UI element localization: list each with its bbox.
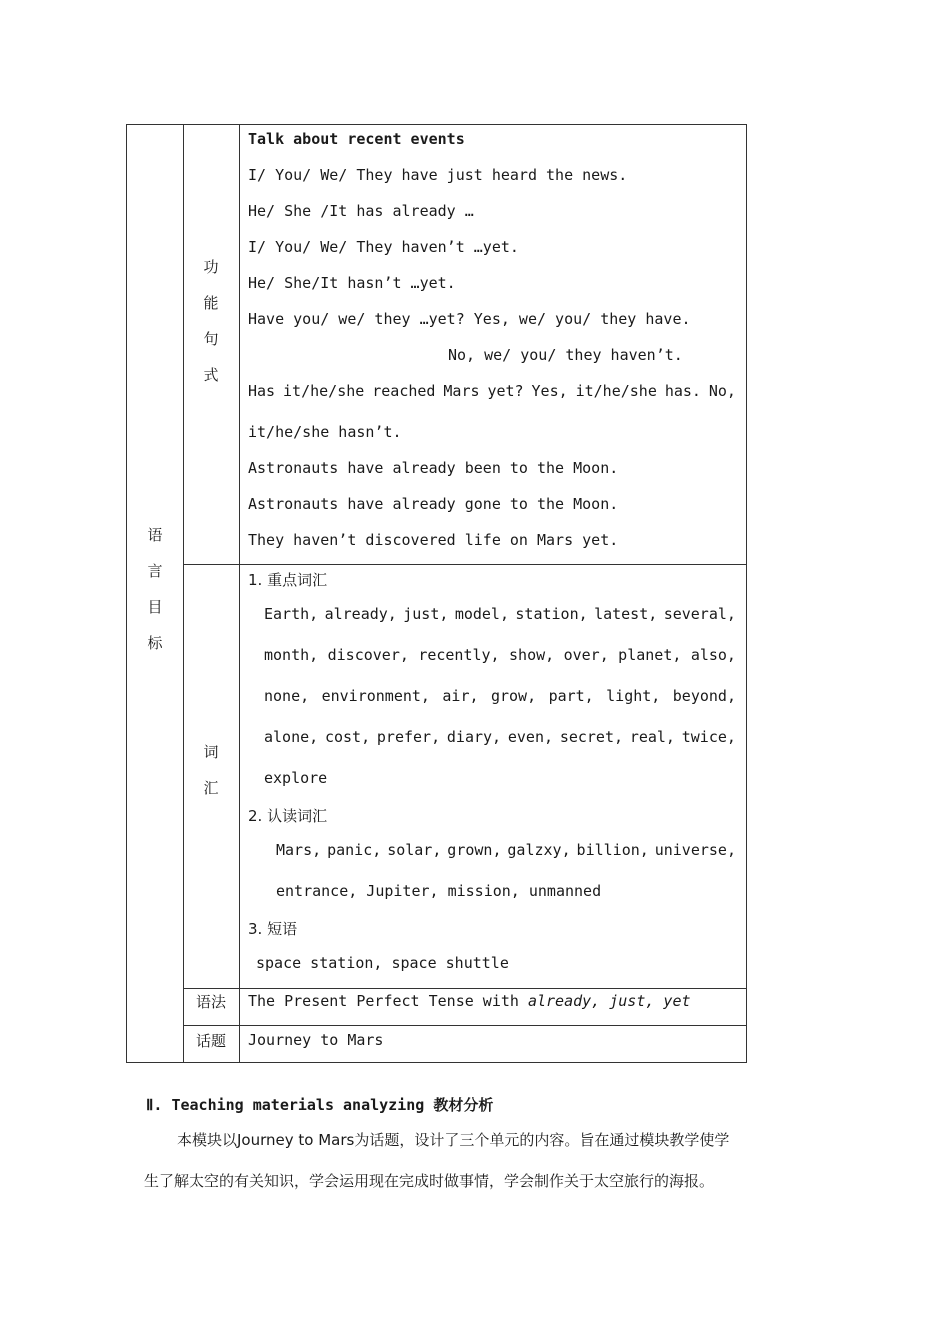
- table-divider: [183, 1025, 746, 1026]
- label-char: 功: [203, 258, 219, 276]
- label-char: 汇: [203, 779, 219, 797]
- function-sentence: No, we/ you/ they haven’t.: [448, 346, 683, 364]
- table-divider: [183, 988, 746, 989]
- label-char: 词: [203, 743, 219, 761]
- functions-label: [183, 249, 239, 393]
- function-sentence: I/ You/ We/ They have just heard the news.: [248, 166, 628, 184]
- function-sentence: They haven’t discovered life on Mars yet.: [248, 531, 619, 549]
- section-heading-cn: 教材分析: [433, 1096, 494, 1114]
- vocab-line: Mars, panic, solar, grown, galzxy, billion, universe,: [276, 841, 736, 859]
- label-char: 能: [203, 294, 219, 312]
- label-char: 句: [203, 330, 219, 348]
- vocabulary-label: [183, 734, 239, 806]
- objectives-table: [126, 124, 747, 1063]
- function-sentence: Astronauts have already been to the Moon.: [248, 459, 619, 477]
- grammar-italic: already, just, yet: [527, 992, 691, 1010]
- vocab-line: alone, cost, prefer, diary, even, secret, real, twice,: [264, 728, 736, 746]
- function-sentence: Astronauts have already gone to the Moon.: [248, 495, 619, 513]
- functions-heading: Talk about recent events: [248, 130, 465, 148]
- vocab-item-title: 3. 短语: [248, 920, 298, 938]
- label-char: 语: [147, 526, 163, 544]
- table-divider: [183, 564, 746, 565]
- section-heading-en: Ⅱ. Teaching materials analyzing: [146, 1096, 434, 1114]
- function-sentence: it/he/she hasn’t.: [248, 423, 402, 441]
- function-sentence: Have you/ we/ they …yet? Yes, we/ you/ they have.: [248, 310, 691, 328]
- section-heading: [146, 1094, 493, 1115]
- label-char: 式: [203, 366, 219, 384]
- vocab-line: Earth, already, just, model, station, latest, several,: [264, 605, 736, 623]
- topic-text: Journey to Mars: [248, 1031, 384, 1049]
- grammar-label: 语法: [195, 993, 226, 1011]
- grammar-text: [248, 992, 691, 1010]
- paragraph-line: 生了解太空的有关知识，学会运用现在完成时做事情，学会制作关于太空旅行的海报。: [144, 1172, 715, 1190]
- function-sentence: He/ She /It has already …: [248, 202, 474, 220]
- vocab-line: none, environment, air, grow, part, light, beyond,: [264, 687, 736, 705]
- function-sentence: I/ You/ We/ They haven’t …yet.: [248, 238, 519, 256]
- label-char: 目: [147, 598, 163, 616]
- paragraph-line: 本模块以Journey to Mars为话题，设计了三个单元的内容。旨在通过模块教学使学: [177, 1131, 730, 1149]
- topic-label: 话题: [195, 1032, 226, 1050]
- vocab-item-title: 2. 认读词汇: [248, 807, 328, 825]
- justified-line: Has it/he/she reached Mars yet? Yes, it/he/she has. No,: [248, 382, 736, 400]
- language-goals-label: [127, 517, 183, 661]
- vocab-line: entrance, Jupiter, mission, unmanned: [276, 882, 602, 900]
- phrase-line: space station, space shuttle: [256, 954, 509, 972]
- grammar-main: The Present Perfect Tense with: [248, 992, 528, 1010]
- vocab-line: explore: [264, 769, 328, 787]
- vocab-line: month, discover, recently, show, over, planet, also,: [264, 646, 736, 664]
- vocab-item-title: 1. 重点词汇: [248, 571, 328, 589]
- table-divider: [239, 125, 240, 1062]
- label-char: 言: [147, 562, 163, 580]
- function-sentence: He/ She/It hasn’t …yet.: [248, 274, 456, 292]
- label-char: 标: [147, 634, 163, 652]
